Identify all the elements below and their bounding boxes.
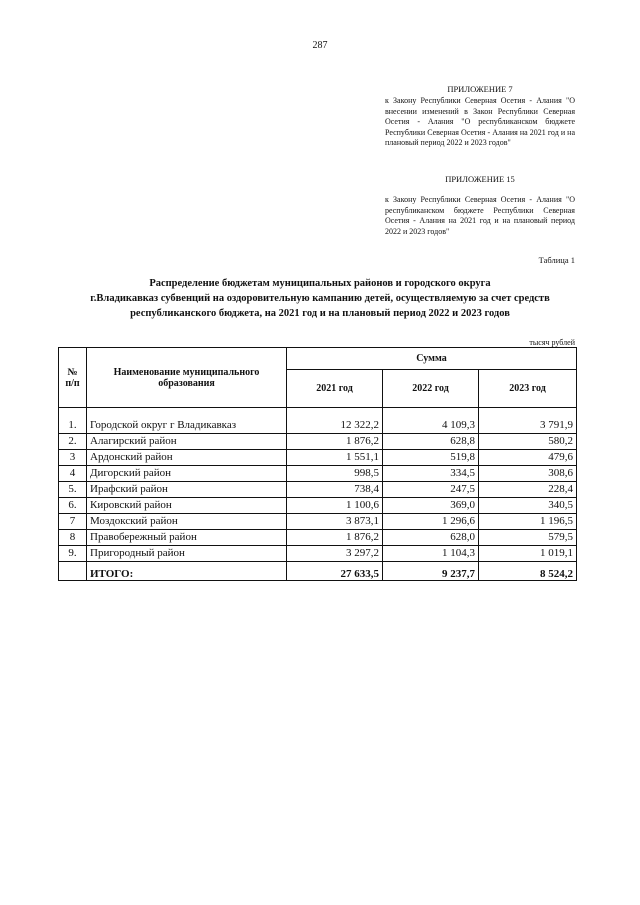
row-2021: 1 876,2: [287, 530, 383, 546]
row-2021: 3 873,1: [287, 514, 383, 530]
header-year-2023: 2023 год: [479, 370, 577, 408]
row-2023: 308,6: [479, 466, 577, 482]
table-header-row: [59, 348, 577, 370]
row-2023: 1 196,5: [479, 514, 577, 530]
row-2023: 340,5: [479, 498, 577, 514]
row-2022: 369,0: [383, 498, 479, 514]
row-2022: 628,0: [383, 530, 479, 546]
units-label: тысяч рублей: [529, 338, 575, 347]
table-label: Таблица 1: [538, 255, 575, 265]
row-number: 2.: [59, 434, 87, 450]
row-2021: 1 551,1: [287, 450, 383, 466]
row-2022: 247,5: [383, 482, 479, 498]
row-2022: 628,8: [383, 434, 479, 450]
row-number: 4: [59, 466, 87, 482]
row-name: Алагирский район: [87, 434, 287, 450]
row-2021: 12 322,2: [287, 408, 383, 434]
row-2023: 228,4: [479, 482, 577, 498]
row-2022: 1 296,6: [383, 514, 479, 530]
header-sum: Сумма: [287, 348, 577, 370]
row-name: Правобережный район: [87, 530, 287, 546]
row-2022: 334,5: [383, 466, 479, 482]
total-number: [59, 562, 87, 581]
total-2021: 27 633,5: [287, 562, 383, 581]
heading-line-2: г.Владикавказ субвенций на оздоровительную кампанию детей, осуществляемую за счет средств: [90, 293, 550, 304]
row-name: Городской округ г Владикавказ: [87, 408, 287, 434]
row-name: Моздокский район: [87, 514, 287, 530]
row-name: Ардонский район: [87, 450, 287, 466]
heading-line-3: республиканского бюджета, на 2021 год и на плановый период 2022 и 2023 годов: [130, 308, 510, 319]
appendix-7-text: к Закону Республики Северная Осетия - Алания "О внесении изменений в Закон Республики Северная Осетия - Алания "О республиканском бюджете Республики Северная Осетия - Алания на 2021 год и на плановый период 2022 и 2023 годов": [385, 96, 575, 147]
total-2023: 8 524,2: [479, 562, 577, 581]
table-row: [59, 482, 577, 498]
row-number: 1.: [59, 408, 87, 434]
table-heading: [40, 276, 600, 321]
total-label: ИТОГО:: [87, 562, 287, 581]
appendix-15-title: ПРИЛОЖЕНИЕ 15: [445, 174, 515, 184]
table-row: [59, 408, 577, 434]
row-number: 6.: [59, 498, 87, 514]
row-name: Ирафский район: [87, 482, 287, 498]
row-2023: 580,2: [479, 434, 577, 450]
row-2022: 1 104,3: [383, 546, 479, 562]
header-year-2021: 2021 год: [287, 370, 383, 408]
table-row: [59, 466, 577, 482]
table-row: [59, 546, 577, 562]
table-row: [59, 450, 577, 466]
table-row: [59, 498, 577, 514]
row-name: Кировский район: [87, 498, 287, 514]
row-2023: 1 019,1: [479, 546, 577, 562]
row-2021: 1 100,6: [287, 498, 383, 514]
row-number: 3: [59, 450, 87, 466]
total-2022: 9 237,7: [383, 562, 479, 581]
row-number: 5.: [59, 482, 87, 498]
budget-table: [58, 347, 577, 581]
table-row: [59, 514, 577, 530]
row-number: 9.: [59, 546, 87, 562]
row-name: Пригородный район: [87, 546, 287, 562]
heading-line-1: Распределение бюджетам муниципальных районов и городского округа: [149, 278, 491, 289]
table-row: [59, 434, 577, 450]
row-2021: 1 876,2: [287, 434, 383, 450]
row-2021: 738,4: [287, 482, 383, 498]
page-number: 287: [312, 40, 328, 51]
row-number: 8: [59, 530, 87, 546]
row-2021: 3 297,2: [287, 546, 383, 562]
appendix-15-text: к Закону Республики Северная Осетия - Алания "О республиканском бюджете Республики Северная Осетия - Алания на 2021 год и на плановый период 2022 и 2023 годов": [385, 195, 575, 236]
row-number: 7: [59, 514, 87, 530]
row-2022: 4 109,3: [383, 408, 479, 434]
row-name: Дигорский район: [87, 466, 287, 482]
row-2021: 998,5: [287, 466, 383, 482]
row-2022: 519,8: [383, 450, 479, 466]
header-name: Наименование муниципального образования: [87, 348, 287, 408]
row-2023: 579,5: [479, 530, 577, 546]
row-2023: 3 791,9: [479, 408, 577, 434]
header-number: № п/п: [59, 348, 87, 408]
header-year-2022: 2022 год: [383, 370, 479, 408]
row-2023: 479,6: [479, 450, 577, 466]
total-row: [59, 562, 577, 581]
table-row: [59, 530, 577, 546]
appendix-7-title: ПРИЛОЖЕНИЕ 7: [447, 84, 513, 94]
